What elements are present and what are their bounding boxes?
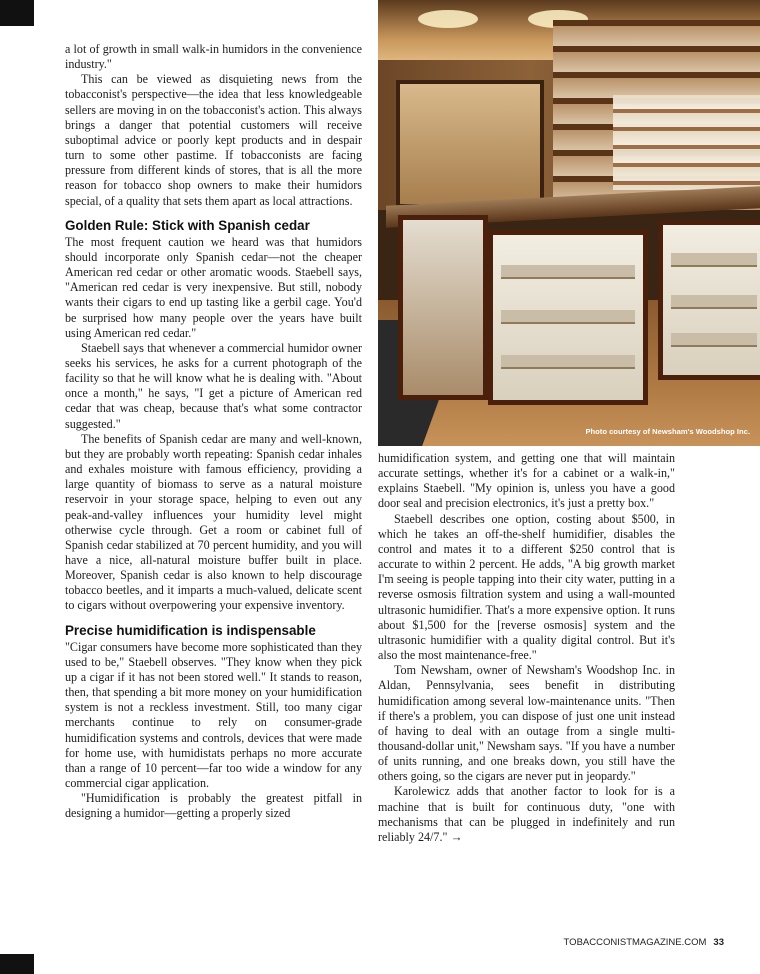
paragraph: a lot of growth in small walk-in humidors in the convenience industry." <box>65 42 362 72</box>
paragraph: The benefits of Spanish cedar are many and well-known, but they are probably worth repeating: Spanish cedar inhales and exhales moisture with famous efficiency, providing a large quantity of biomass to serve as a natural moisture reservoir in your storage space, helping to even out any peak-and-valley influences your humidity level might otherwise cycle through. Get a room or cabinet full of Spanish cedar stabilized at 70 percent humidity, and you will have a nice, all-natural moisture buffer built in place. Moreover, Spanish cedar is also known to help discourage tobacco beetles, and it imparts a much-valued, delicate scent to cigars without overpowering your expensive inventory. <box>65 431 362 613</box>
case-tray <box>501 265 635 279</box>
case-tray <box>501 355 635 369</box>
ceiling-light <box>418 10 478 28</box>
paragraph: humidification system, and getting one that will maintain accurate settings, whether it's for a cabinet or a walk-in," explains Staebell. "My opinion is, unless you have a good door seal and precision electronics, it's just a pretty box." <box>378 451 675 511</box>
paragraph: "Cigar consumers have become more sophisticated than they used to be," Staebell observes. "They know when they pick up a cigar if it has not been stored well." It stands to reason, then, that spending a bit more money on your humidification system is not a reckless investment. Still, too many cigar merchants continue to rely on consumer-grade humidification systems and controls, devices that were made for home use, with humidistats perhaps no more accurate than a range of 10 percent—far too wide a window for any commercial cigar application. <box>65 639 362 791</box>
paragraph: Staebell describes one option, costing about $500, in which he takes an off-the-shelf humidifier, disables the control and mates it to a different $250 control that is accurate to within 2 percent. He adds, "A big growth market I'm seeing is people tapping into their city water, putting in a reverse osmosis filtration system and using a wall-mounted ultrasonic humidifier. That's a more expensive option. It runs about $1,500 for the [reverse osmosis] system and the ultrasonic humidifier with a quality digital control. But it's also the most maintenance-free." <box>378 511 675 663</box>
paragraph: This can be viewed as disquieting news from the tobacconist's perspective—the idea that less knowledgeable sellers are moving in on the tobacconist's action. This always brings a danger that potential customers will receive suboptimal advice or poorly kept products and in despair turn to some other pastime. If tobacconists are facing pressure from different kinds of stores, that is all the more reason for tobacco shop owners to make their humidors special, of a quality that sets them apart as local attractions. <box>65 72 362 208</box>
case-tray <box>671 295 757 309</box>
left-text-column <box>65 42 362 822</box>
display-case <box>658 220 760 380</box>
section-heading: Golden Rule: Stick with Spanish cedar <box>65 217 310 233</box>
footer-site: TOBACCONISTMAGAZINE.COM <box>563 937 707 948</box>
page-corner-mark-top <box>0 0 34 26</box>
page-corner-mark-bottom <box>0 954 34 974</box>
humidor-store-photo <box>378 0 760 446</box>
display-case <box>398 215 488 400</box>
paragraph: Karolewicz adds that another factor to look for is a machine that is built for continuous duty, "one with mechanisms that can be plugged in indefinitely and run reliably 24/7." → <box>378 784 675 844</box>
paragraph: Tom Newsham, owner of Newsham's Woodshop Inc. in Aldan, Pennsylvania, sees benefit in distributing humidification among several low-maintenance units. "Then if there's a problem, you can dispose of just one unit instead of having to deal with an outage from a single multi-thousand-dollar unit," Newsham says. "If you have a number of units running, and one breaks down, you still have the others going, so the cigars are never put in jeopardy." <box>378 663 675 784</box>
photo-credit: Photo courtesy of Newsham's Woodshop Inc. <box>585 427 750 436</box>
section-heading: Precise humidification is indispensable <box>65 622 316 638</box>
page-number: 33 <box>713 937 724 948</box>
page-footer <box>548 937 724 948</box>
lit-cigar-shelves <box>613 95 760 190</box>
photo-doorway <box>396 80 544 208</box>
display-case <box>488 230 648 405</box>
paragraph: The most frequent caution we heard was that humidors should incorporate only Spanish cedar—not the cheaper American red cedar or other aromatic woods. Staebell says, "American red cedar is very inexpensive. But still, nobody wants their cigars to end up tasting like a gerbil cage. You'd be surprised how many people over the years have built using American red cedar." <box>65 234 362 340</box>
case-tray <box>671 333 757 347</box>
paragraph: Staebell says that whenever a commercial humidor owner seeks his services, he asks for a current photograph of the facility so that he will know what he is dealing with. "About once a month," he says, "I get a picture of American red cedar that was cheap, because that's what some contractor suggested." <box>65 340 362 431</box>
right-text-column <box>378 451 675 845</box>
case-tray <box>671 253 757 267</box>
paragraph: "Humidification is probably the greatest pitfall in designing a humidor—getting a properly sized <box>65 791 362 821</box>
case-tray <box>501 310 635 324</box>
